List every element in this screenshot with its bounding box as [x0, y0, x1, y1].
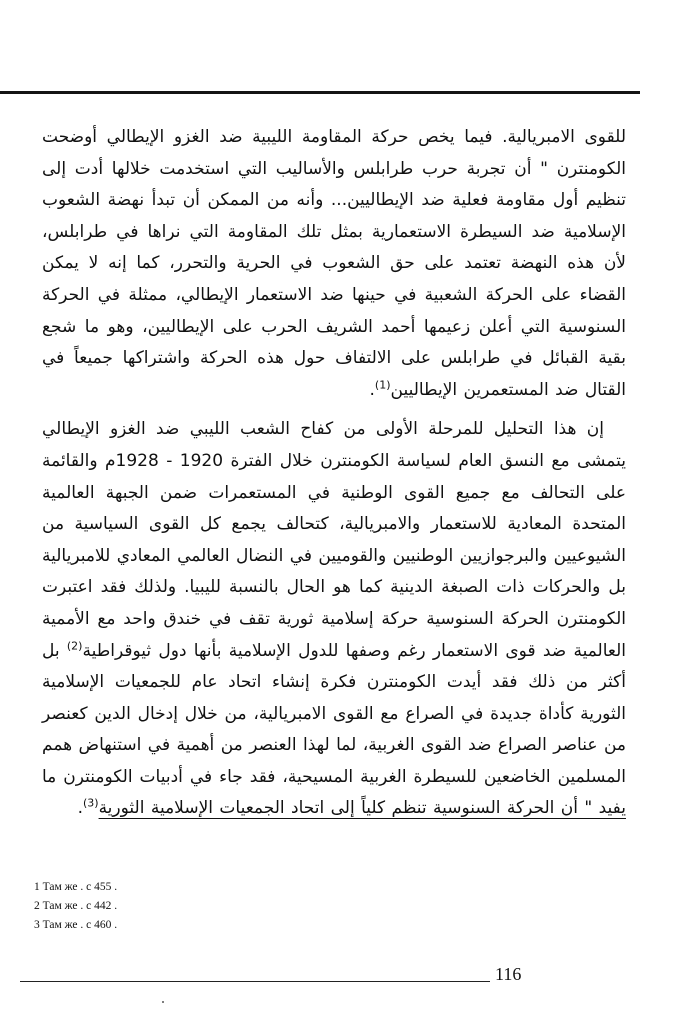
underlined-quote: يفيد " أن الحركة السنوسية تنظم كلياً إلى اتحاد الجمعيات الإسلامية الثورية: [98, 798, 626, 819]
page-number: 116: [495, 964, 522, 984]
header-rule: [0, 91, 640, 94]
footnote-3: 3 Там же . с 460 .: [34, 919, 118, 931]
footnote-1: 1 Там же . с 455 .: [34, 881, 118, 893]
paragraph-2-text: إن هذا التحليل للمرحلة الأولى من كفاح الشعب الليبي ضد الغزو الإيطالي يتمشى مع النسق العام لسياسة الكومنترن خلال الفترة 1920 - 1928م والقائمة على التحالف مع جميع القوى الوطنية في المستعمرات ضمن الجبهة العالمية المتحدة المعادية للاستعمار والامبريالية، كتحالف يجمع كل القوى السياسية من الشيوعيين والبرجوازيين الوطنيين والقوميين في النضال العالمي المعادي للامبريالية بل والحركات ذات الصبغة الدينية كما هو الحال بالنسبة لليبيا. ولذلك فقد اعتبرت الكومنترن الحركة السنوسية حركة إسلامية ثورية تقف في خندق واحد مع الأممية العالمية ضد قوى الاستعمار رغم وصفها للدول الإسلامية بأنها دول ثيوقراطية: [42, 419, 626, 661]
footnotes: [34, 878, 117, 935]
paragraph-1: [42, 122, 626, 406]
paragraph-1-end: .: [369, 379, 375, 400]
scan-speck: [162, 1001, 164, 1003]
paragraph-2-end: .: [77, 798, 83, 819]
paragraph-2: [42, 414, 626, 825]
footnote-ref-3: (3): [82, 796, 99, 810]
footnote-ref-2: (2): [66, 638, 83, 652]
footnote-ref-1: (1): [374, 378, 391, 392]
paragraph-1-text: للقوى الامبريالية. فيما يخص حركة المقاومة الليبية ضد الغزو الإيطالي أوضحت الكومنترن " أن تجربة حرب طرابلس والأساليب التي استخدمت خلالها أدت إلى تنظيم أول مقاومة فعلية ضد الإيطاليين... وأنه من الممكن أن تبدأ نهضة الشعوب الإسلامية ضد السيطرة الاستعمارية بمثل تلك المقاومة التي نراها في طرابلس، لأن هذه النهضة تعتمد على حق الشعوب في الحرية والتحرر، كما إنه لا يمكن القضاء على الحركة الشعبية في حينها ضد الاستعمار الإيطالي، ممثلة في الحركة السنوسية التي أعلن زعيمها أحمد الشريف الحرب على الإيطاليين، وهو ما شجع بقية القبائل في طرابلس على الالتفاف حول هذه الحركة واشتراكها جميعاً في القتال ضد المستعمرين الإيطاليين: [42, 127, 626, 400]
footer-rule: [20, 981, 490, 982]
body-text: [42, 122, 626, 825]
paragraph-2-continuation: بل أكثر من ذلك فقد أيدت الكومنترن فكرة إنشاء اتحاد عام للجمعيات الإسلامية الثورية كأداة جديدة في الصراع مع القوى الامبريالية، من خلال إدخال الدين كعنصر من عناصر الصراع ضد القوى الغربية، لما لهذا العنصر من أهمية في استنهاض همم المسلمين الخاضعين للسيطرة الغربية المسيحية، فقد جاء في أدبيات الكومنترن ما: [42, 640, 626, 787]
footnote-2: 2 Там же . с 442 .: [34, 900, 118, 912]
